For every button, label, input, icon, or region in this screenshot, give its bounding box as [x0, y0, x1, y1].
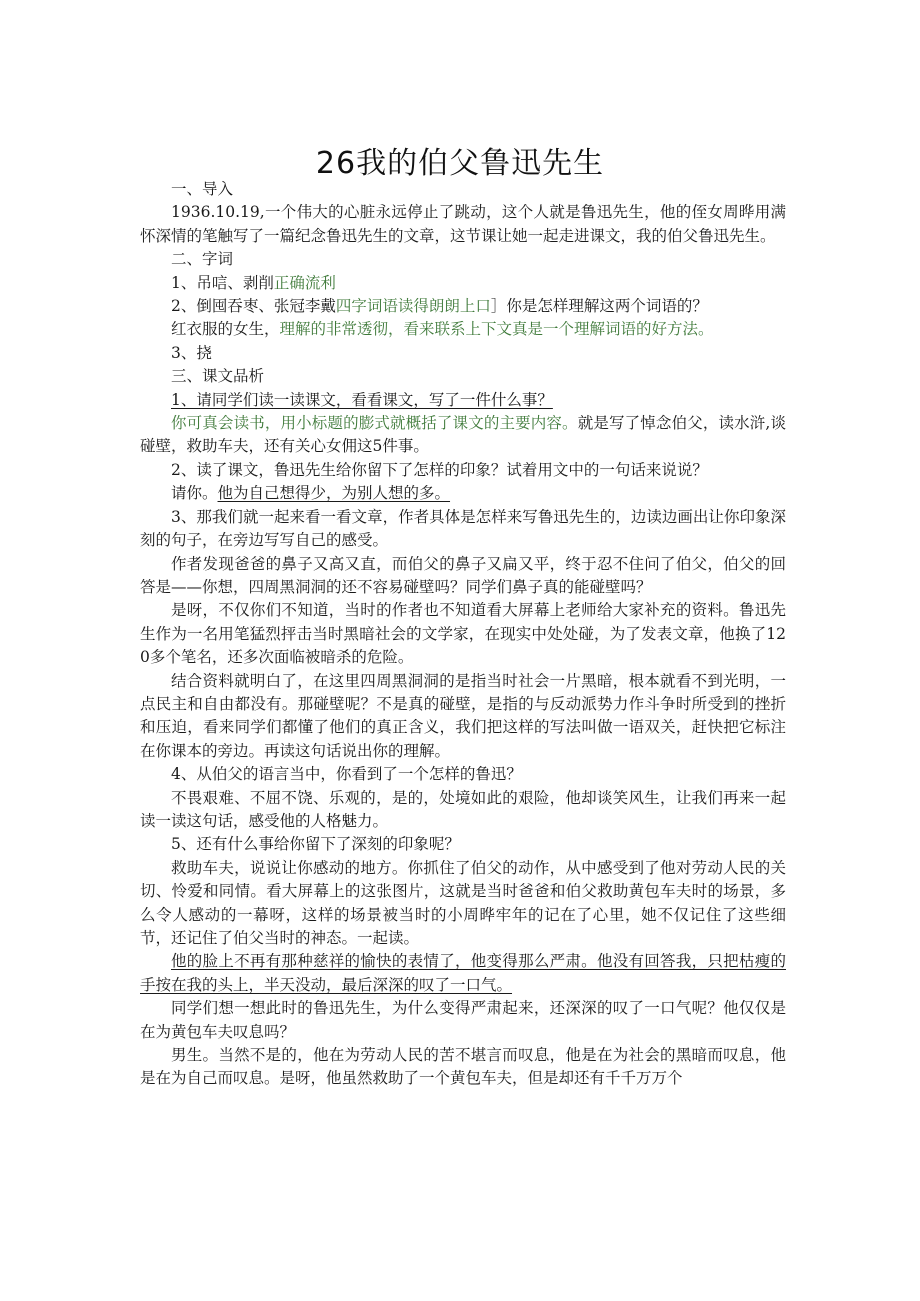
underlined-text: 他的脸上不再有那种慈祥的愉快的表情了，他变得那么严肃。他没有回答我，只把枯瘦的手按在我的头上，半天没动，最后深深的叹了一口气。	[140, 952, 786, 994]
paragraph	[140, 950, 786, 997]
paragraph	[140, 412, 786, 459]
paragraph	[140, 482, 786, 505]
highlighted-text: 你可真会读书，用小标题的膨式就概括了课文的主要内容。	[171, 414, 578, 433]
underlined-text: 1、请同学们读一读课文，看看课文，写了一件什么事？	[171, 390, 553, 409]
text-segment: 结合资料就明白了，在这里四周黑洞洞的是指当时社会一片黑暗，根本就看不到光明，一点民主和自由都没有。那碰壁呢？不是真的碰壁，是指的与反动派势力作斗争时所受到的挫折和压迫，看来同学们都懂了他们的真正含义，我们把这样的写法叫做一语双关，赶快把它标注在你课本的旁边。再读这句话说出你的理解。	[140, 671, 786, 760]
paragraph	[140, 553, 786, 600]
text-segment: 2、读了课文，鲁迅先生给你留下了怎样的印象？试着用文中的一句话来说说？	[171, 460, 708, 479]
paragraph	[140, 389, 786, 412]
paragraph	[140, 295, 786, 318]
paragraph	[140, 1044, 786, 1091]
paragraph	[140, 506, 786, 553]
text-segment: 2、倒囤吞枣、张冠李戴	[171, 297, 336, 316]
paragraph	[140, 857, 786, 951]
text-segment: 3、挠	[171, 343, 212, 362]
text-segment: 1936.10.19,一个伟大的心脏永远停止了跳动，这个人就是鲁迅先生，他的侄女周晔用满怀深情的笔触写了一篇纪念鲁迅先生的文章，这节课让她一起走进课文，我的伯父鲁迅先生。	[140, 203, 786, 245]
text-segment: 3、那我们就一起来看一看文章，作者具体是怎样来写鲁迅先生的，边读边画出让你印象深刻的句子，在旁边写写自己的感受。	[140, 507, 786, 550]
highlighted-text: 正确流利	[273, 273, 336, 292]
document-body	[140, 178, 786, 1091]
underlined-text: 他为自己想得少，为别人想的多。	[217, 484, 451, 503]
text-segment: 4、从伯父的语言当中，你看到了一个怎样的鲁迅？	[171, 765, 522, 784]
text-segment: ］你是怎样理解这两个词语的？	[490, 297, 708, 316]
text-segment: 一、导入	[171, 180, 234, 198]
text-segment: 5、还有什么事给你留下了深刻的印象呢？	[171, 835, 460, 854]
text-segment: 请你。	[171, 484, 218, 503]
paragraph	[140, 997, 786, 1044]
paragraph	[140, 201, 786, 248]
paragraph	[140, 178, 786, 201]
paragraph	[140, 272, 786, 295]
highlighted-text: 理解的非常透彻，看来联系上下文真是一个理解词语的好方法。	[279, 320, 714, 339]
paragraph	[140, 787, 786, 834]
paragraph	[140, 248, 786, 271]
paragraph	[140, 599, 786, 669]
paragraph	[140, 365, 786, 388]
text-segment: 男生。当然不是的，他在为劳动人民的苦不堪言而叹息，他是在为社会的黑暗而叹息，他是在为自己而叹息。是呀，他虽然救助了一个黄包车夫，但是却还有千千万万个	[140, 1046, 786, 1088]
text-segment: 是呀，不仅你们不知道，当时的作者也不知道看大屏幕上老师给大家补充的资料。鲁迅先生作为一名用笔猛烈抨击当时黑暗社会的文学家，在现实中处处碰，为了发表文章，他换了120多个笔名，还多次面临被暗杀的危险。	[140, 601, 786, 667]
paragraph	[140, 833, 786, 856]
text-segment: 同学们想一想此时的鲁迅先生，为什么变得严肃起来，还深深的叹了一口气呢？他仅仅是在为黄包车夫叹息吗？	[140, 999, 786, 1041]
paragraph	[140, 670, 786, 764]
paragraph	[140, 318, 786, 341]
paragraph	[140, 763, 786, 786]
text-segment: 红衣服的女生，	[171, 320, 280, 339]
paragraph	[140, 459, 786, 482]
text-segment: 三、课文品析	[171, 367, 265, 386]
highlighted-text: 四字词语读得朗朗上口	[335, 297, 491, 316]
page-title: 26我的伯父鲁迅先生	[315, 146, 605, 181]
text-segment: 二、字词	[171, 250, 234, 269]
text-segment: 作者发现爸爸的鼻子又高又直，而伯父的鼻子又扁又平，终于忍不住问了伯父，伯父的回答是——你想，四周黑洞洞的还不容易碰壁吗？同学们鼻子真的能碰壁吗？	[140, 554, 786, 596]
text-segment: 不畏艰难、不屈不饶、乐观的，是的，处境如此的艰险，他却谈笑风生，让我们再来一起读一读这句话，感受他的人格魅力。	[140, 788, 786, 830]
text-segment: 救助车夫，说说让你感动的地方。你抓住了伯父的动作，从中感受到了他对劳动人民的关切、怜爱和同情。看大屏幕上的这张图片，这就是当时爸爸和伯父救助黄包车夫时的场景，多么令人感动的一幕呀，这样的场景被当时的小周晔牢年的记在了心里，她不仅记住了这些细节，还记住了伯父当时的神态。一起读。	[140, 858, 786, 947]
text-segment: 就是写了悼念伯父，读水浒,谈碰壁，救助车夫，还有关心女佣这5件事。	[140, 414, 786, 456]
text-segment: 1、吊唁、剥削	[171, 273, 274, 292]
paragraph	[140, 342, 786, 365]
